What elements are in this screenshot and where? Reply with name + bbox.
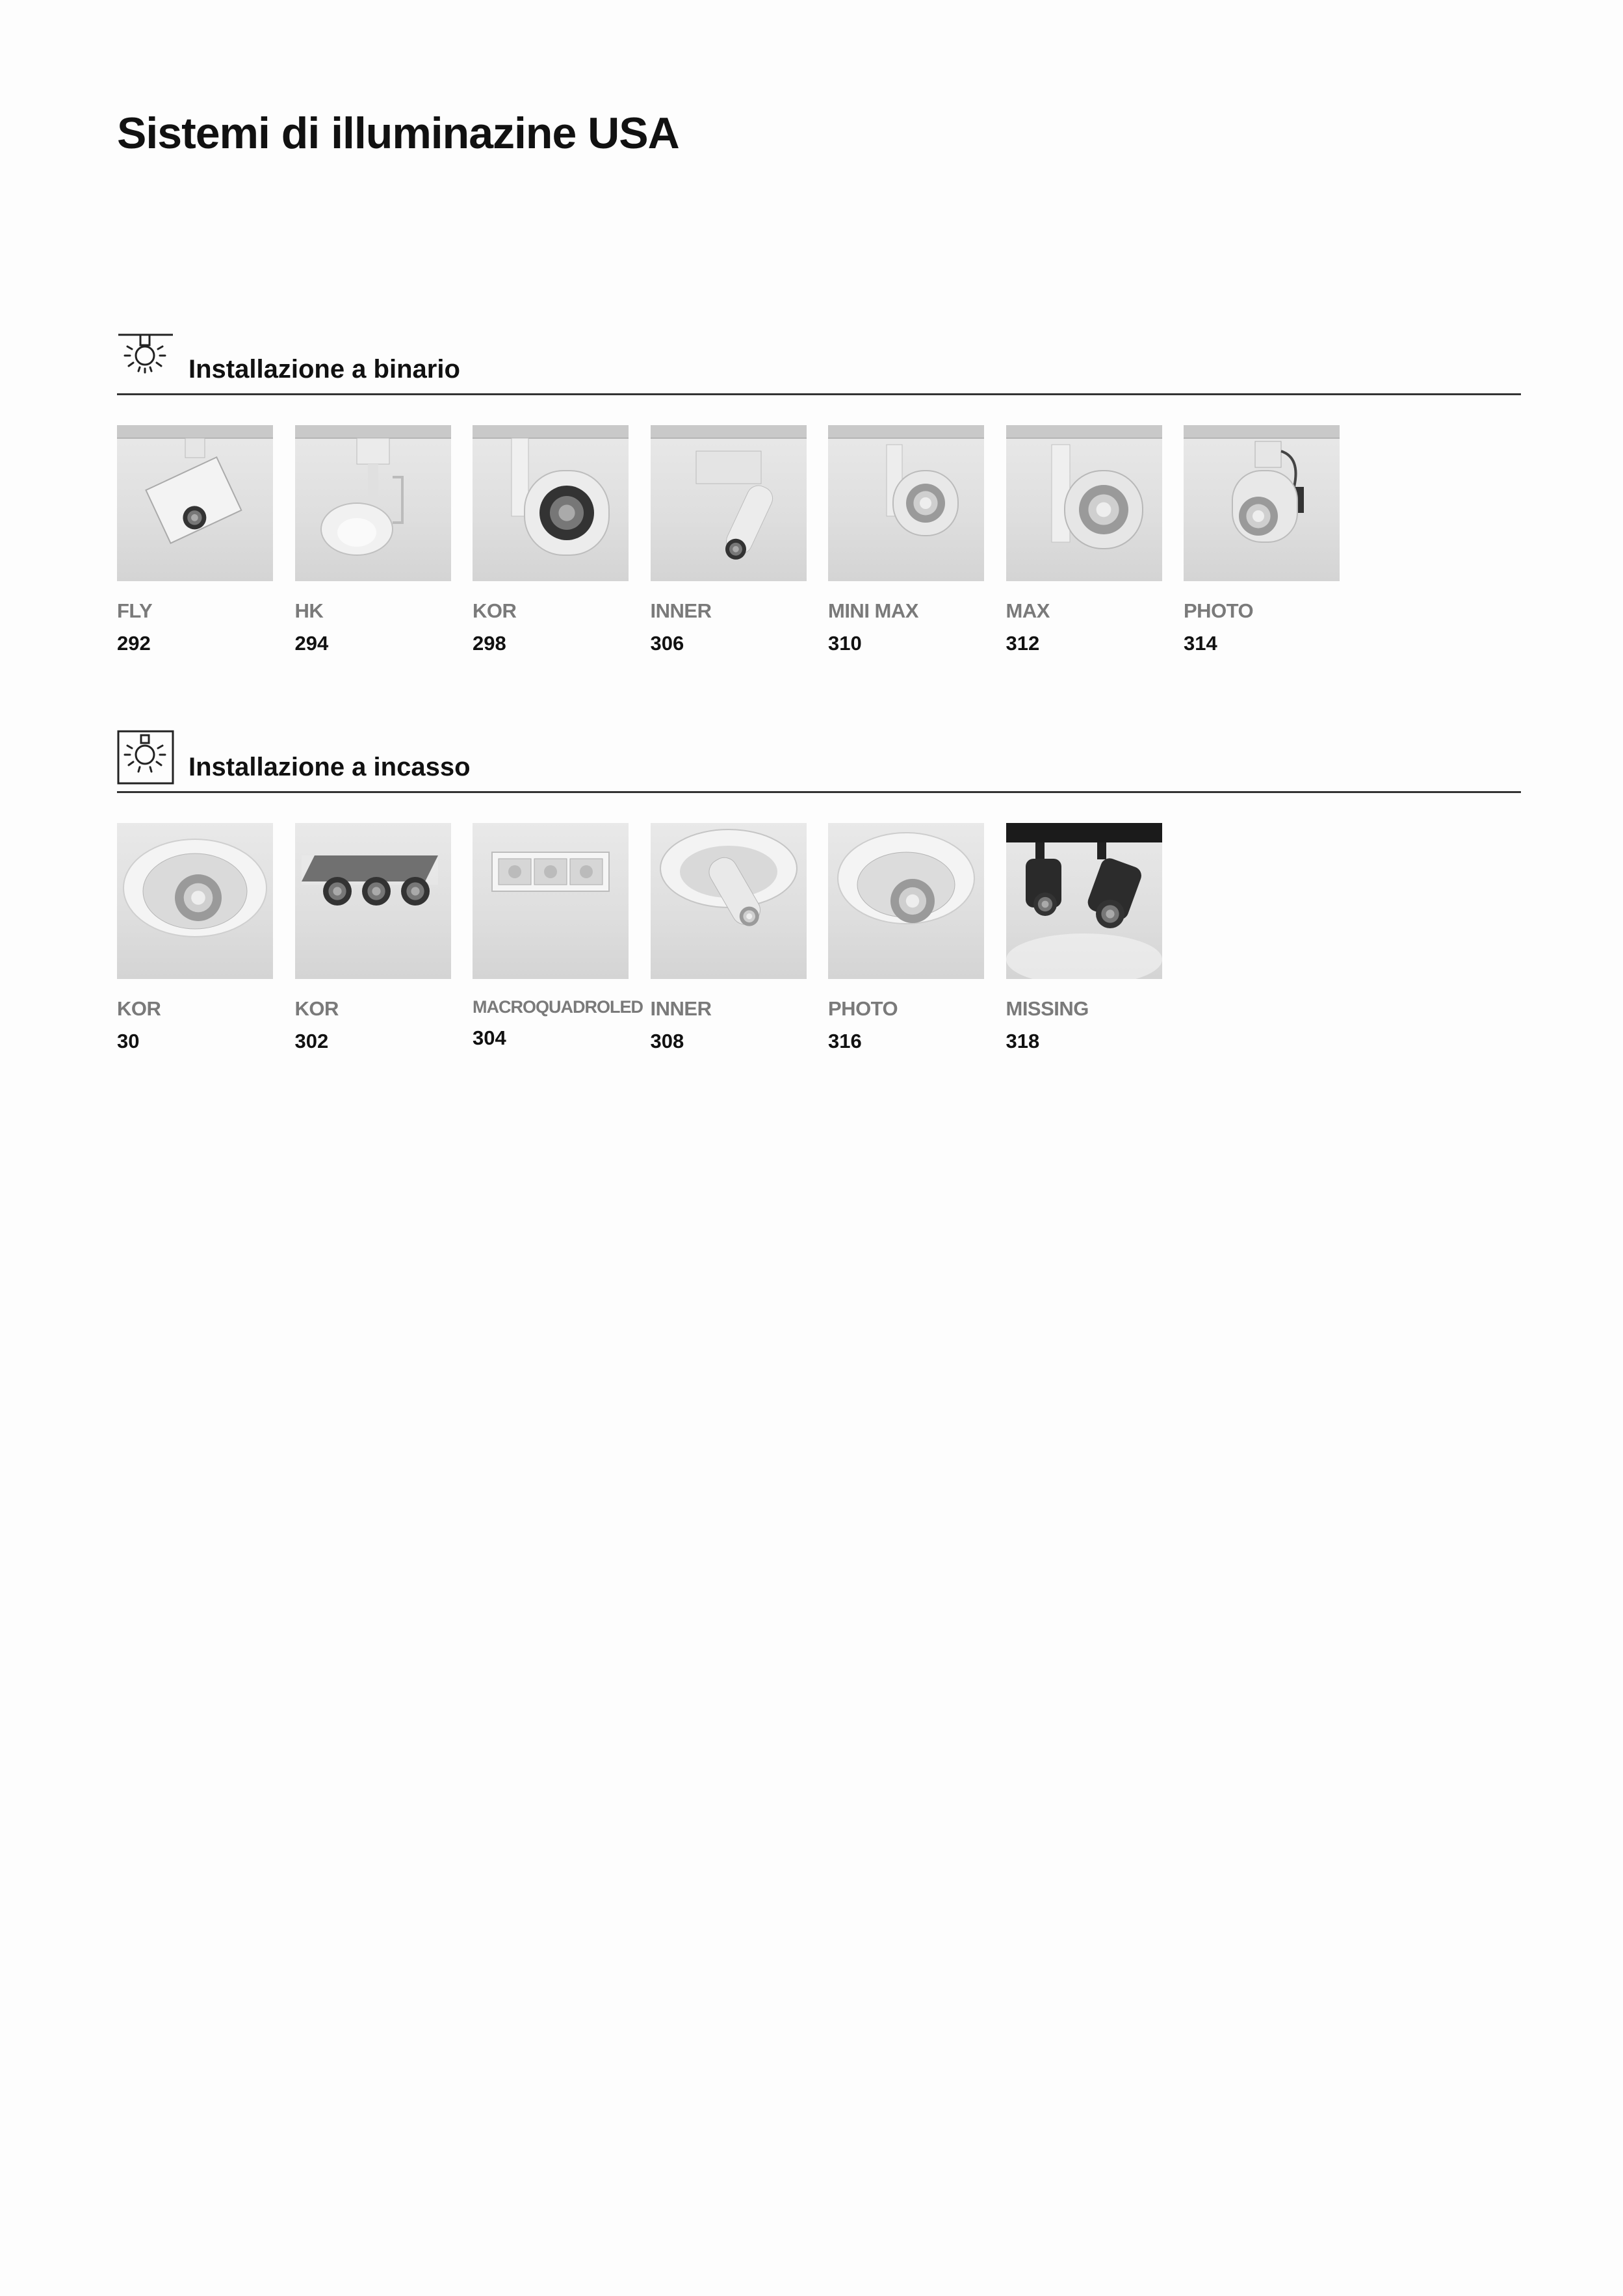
product-image xyxy=(651,823,807,979)
section-header xyxy=(117,726,1521,791)
product-page-number: 294 xyxy=(294,632,329,655)
product-page-number: 30 xyxy=(117,1030,140,1052)
product-item[interactable] xyxy=(295,823,451,1053)
product-thumbnail[interactable] xyxy=(651,823,807,979)
product-page-number: 318 xyxy=(1006,1030,1040,1052)
product-item[interactable] xyxy=(1006,425,1162,655)
product-thumbnail[interactable] xyxy=(473,425,629,581)
section-recessed xyxy=(117,726,1521,1052)
product-image xyxy=(295,425,451,581)
product-page-number: 292 xyxy=(117,632,151,655)
product-image xyxy=(473,425,629,581)
product-name: INNER xyxy=(650,997,712,1020)
product-image xyxy=(1006,425,1162,581)
product-image xyxy=(828,425,984,581)
product-thumbnail[interactable] xyxy=(295,823,451,979)
product-list xyxy=(117,823,1521,1052)
section-title: Installazione a incasso xyxy=(188,753,471,781)
product-thumbnail[interactable] xyxy=(295,425,451,581)
product-thumbnail[interactable] xyxy=(117,823,273,979)
product-image xyxy=(473,823,629,979)
product-page-number: 312 xyxy=(1006,632,1040,655)
section-divider xyxy=(117,393,1521,395)
product-name: INNER xyxy=(650,599,712,622)
product-item[interactable] xyxy=(828,425,984,655)
product-name: MACROQUADROLED xyxy=(473,997,643,1017)
product-thumbnail[interactable] xyxy=(651,425,807,581)
product-item[interactable] xyxy=(651,425,807,655)
product-item[interactable] xyxy=(1006,823,1162,1053)
product-name: PHOTO xyxy=(1184,599,1254,622)
product-image xyxy=(1184,425,1340,581)
product-name: MINI MAX xyxy=(828,599,918,622)
product-image xyxy=(295,823,451,979)
product-thumbnail[interactable] xyxy=(828,425,984,581)
section-title: Installazione a binario xyxy=(188,355,460,384)
product-page-number: 310 xyxy=(828,632,862,655)
product-thumbnail[interactable] xyxy=(1006,425,1162,581)
product-name: KOR xyxy=(294,997,339,1020)
product-name: PHOTO xyxy=(828,997,898,1020)
product-item[interactable] xyxy=(473,823,643,1050)
product-list xyxy=(117,425,1521,655)
product-thumbnail[interactable] xyxy=(828,823,984,979)
product-page-number: 302 xyxy=(294,1030,329,1052)
track-light-icon xyxy=(117,332,174,387)
section-track xyxy=(117,328,1521,655)
product-name: FLY xyxy=(117,599,153,622)
product-item[interactable] xyxy=(117,823,273,1053)
section-header xyxy=(117,328,1521,393)
product-thumbnail[interactable] xyxy=(1184,425,1340,581)
product-thumbnail[interactable] xyxy=(117,425,273,581)
product-image xyxy=(117,425,273,581)
product-page-number: 298 xyxy=(473,632,506,655)
section-divider xyxy=(117,791,1521,793)
product-thumbnail[interactable] xyxy=(1006,823,1162,979)
product-thumbnail[interactable] xyxy=(473,823,629,979)
product-name: KOR xyxy=(473,599,517,622)
product-page-number: 304 xyxy=(473,1026,506,1049)
product-page-number: 316 xyxy=(828,1030,862,1052)
product-item[interactable] xyxy=(473,425,629,655)
product-image xyxy=(117,823,273,979)
product-item[interactable] xyxy=(1184,425,1340,655)
product-image xyxy=(828,823,984,979)
product-image xyxy=(1006,823,1162,979)
product-name: MAX xyxy=(1006,599,1050,622)
product-item[interactable] xyxy=(828,823,984,1053)
product-item[interactable] xyxy=(117,425,273,655)
product-item[interactable] xyxy=(295,425,451,655)
page-title: Sistemi di illuminazine USA xyxy=(117,109,679,158)
product-page-number: 308 xyxy=(650,1030,684,1052)
product-page-number: 314 xyxy=(1184,632,1217,655)
product-name: KOR xyxy=(117,997,161,1020)
product-image xyxy=(651,425,807,581)
product-name: MISSING xyxy=(1006,997,1089,1020)
product-item[interactable] xyxy=(651,823,807,1053)
product-page-number: 306 xyxy=(650,632,684,655)
recessed-light-icon xyxy=(117,730,174,785)
product-name: HK xyxy=(294,599,324,622)
